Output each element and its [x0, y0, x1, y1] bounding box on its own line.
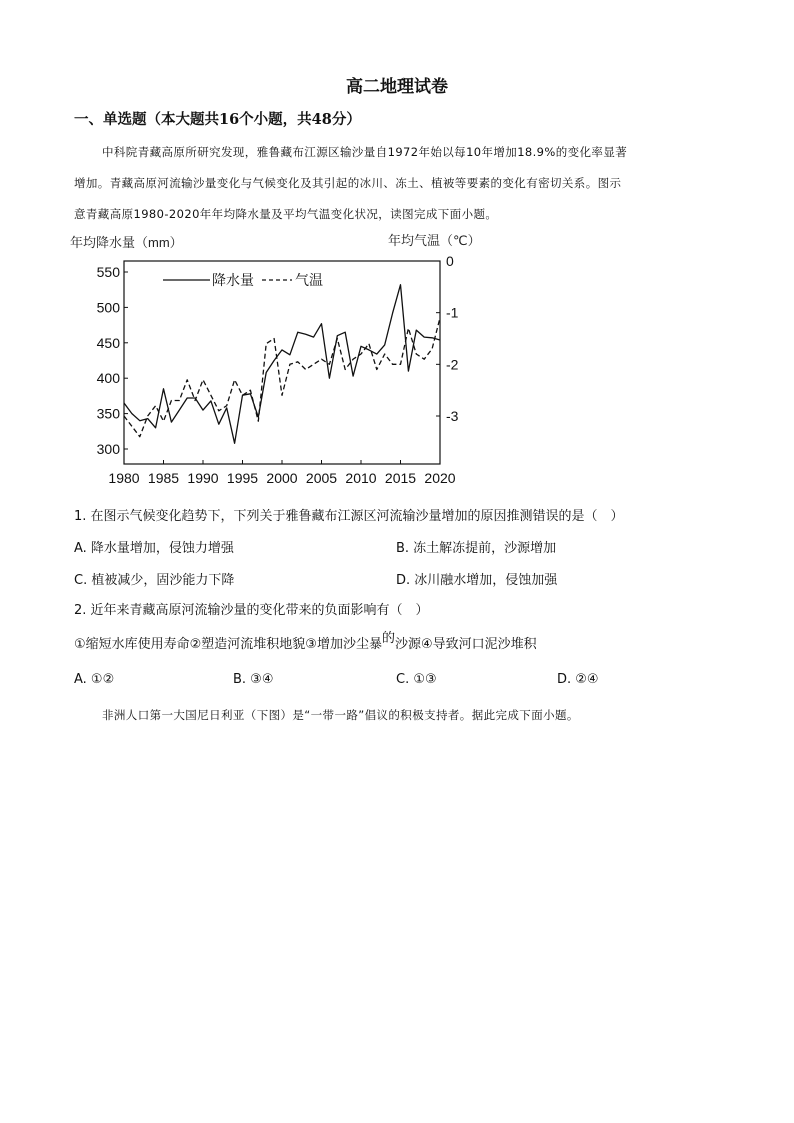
chart-marks	[97, 253, 459, 486]
y-tick-label: 450	[96, 334, 120, 351]
y-tick-label: 550	[96, 264, 120, 280]
x-tick-label: 2000	[266, 470, 298, 486]
q2-statements	[74, 633, 537, 652]
y2-tick-label: -3	[446, 408, 459, 424]
y-axis-label: 年均降水量（mm）	[70, 235, 183, 250]
x-tick-label: 1985	[147, 470, 180, 486]
section-heading: 一、单选题（本大题共16个小题，共48分）	[74, 111, 361, 128]
q1-option-d[interactable]: D. 冰川融水增加，侵蚀加强	[396, 573, 558, 588]
plot-frame	[124, 261, 440, 464]
q1-option-c[interactable]: C. 植被减少，固沙能力下降	[74, 573, 235, 588]
y2-tick-label: -2	[446, 356, 459, 373]
q2-option-d[interactable]: D. ②④	[557, 672, 599, 687]
climate-chart-svg	[66, 228, 481, 490]
x-tick-label: 1980	[108, 470, 140, 486]
x-tick-label: 2020	[424, 470, 456, 486]
y-tick-label: 500	[96, 299, 120, 316]
q1-stem: 1. 在图示气候变化趋势下，下列关于雅鲁藏布江源区河流输沙量增加的原因推测错误的是（ ）	[74, 509, 624, 524]
q2-stem: 2. 近年来青藏高原河流输沙量的变化带来的负面影响有（ ）	[74, 603, 429, 618]
y-tick-label: 300	[96, 441, 120, 457]
intro-paragraph-line-2: 增加。青藏高原河流输沙量变化与气候变化及其引起的冰川、冻土、植被等要素的变化有密切关系。图示	[74, 176, 622, 190]
x-tick-label: 1995	[226, 470, 259, 486]
intro-paragraph-line-1: 中科院青藏高原所研究发现，雅鲁藏布江源区输沙量自1972年始以每10年增加18.9%的变化率显著	[102, 145, 628, 159]
q2-option-b[interactable]: B. ③④	[233, 672, 274, 687]
y2-axis-label: 年均气温（℃）	[388, 233, 481, 248]
x-tick-label: 2005	[305, 470, 338, 486]
q2-statements-part-1: ①缩短水库使用寿命②塑造河流堆积地貌③增加沙尘暴	[74, 637, 382, 652]
climate-chart	[66, 228, 481, 490]
q2-option-c[interactable]: C. ①③	[396, 672, 437, 687]
q1-option-a[interactable]: A. 降水量增加，侵蚀力增强	[74, 541, 234, 556]
x-tick-label: 2015	[384, 470, 417, 486]
x-tick-label: 1990	[187, 470, 219, 486]
x-tick-label: 2010	[345, 470, 377, 486]
q2-statements-part-2: 沙源④导致河口泥沙堆积	[394, 637, 537, 652]
q2-statements-superscript: 的	[381, 631, 395, 646]
page-title: 高二地理试卷	[346, 77, 448, 97]
temperature-series-line	[124, 318, 440, 437]
intro-paragraph-line-3: 意青藏高原1980-2020年年均降水量及平均气温变化状况，读图完成下面小题。	[74, 207, 498, 221]
y2-tick-label: -1	[446, 304, 459, 321]
legend-temp-label: 气温	[295, 272, 323, 288]
q1-option-b[interactable]: B. 冻土解冻提前，沙源增加	[396, 541, 557, 556]
intro2-paragraph: 非洲人口第一大国尼日利亚（下图）是“一带一路”倡议的积极支持者。据此完成下面小题。	[102, 708, 579, 722]
y-tick-label: 350	[96, 405, 120, 422]
y-tick-label: 400	[96, 370, 120, 387]
y2-tick-label: 0	[446, 253, 454, 269]
legend-precip-label: 降水量	[212, 272, 254, 288]
q2-option-a[interactable]: A. ①②	[74, 672, 115, 687]
